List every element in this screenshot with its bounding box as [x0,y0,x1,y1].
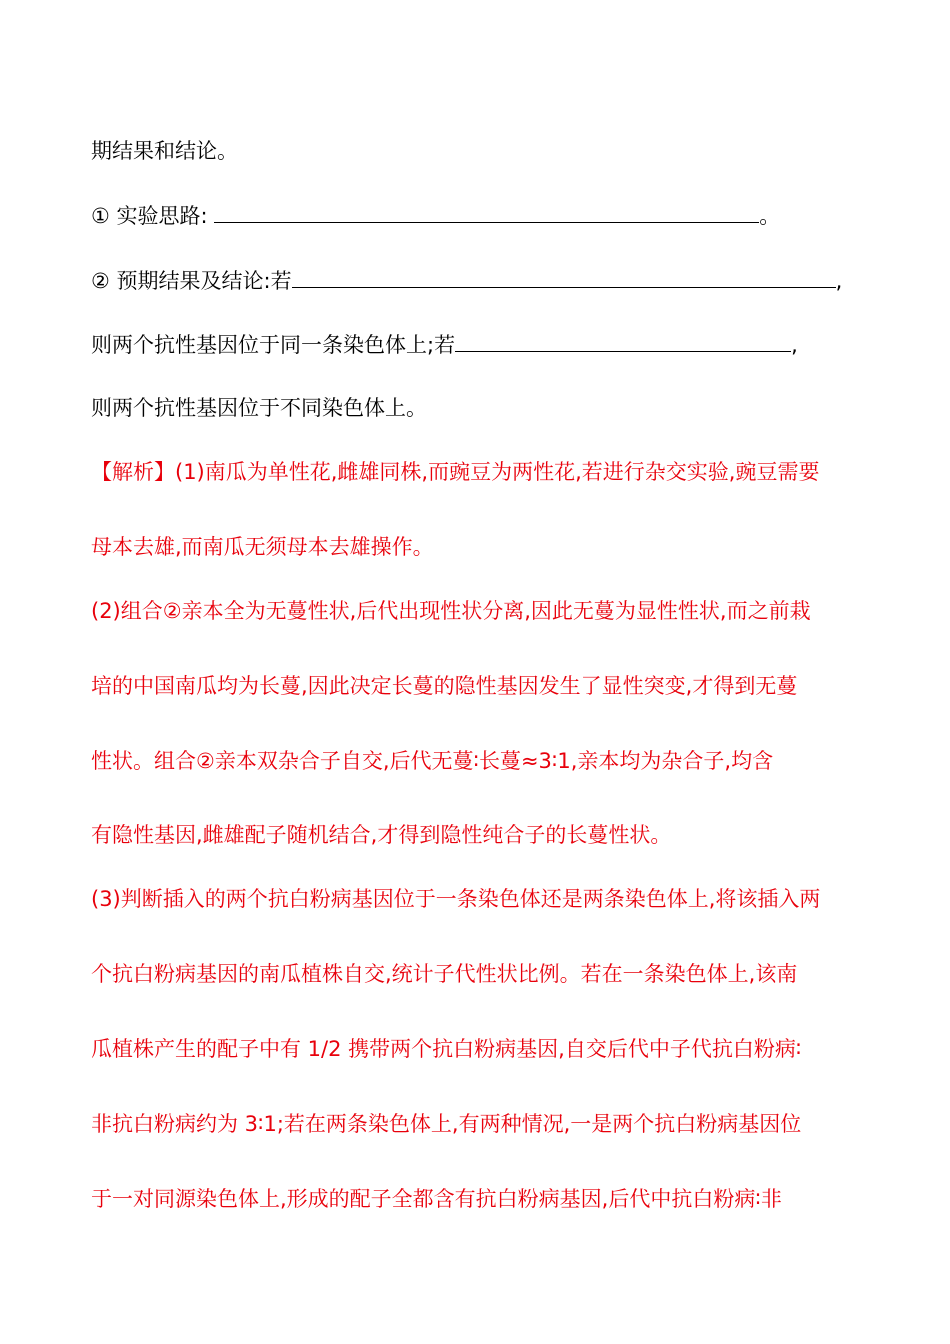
question-item-2 [91,265,842,296]
answer-blank-1[interactable] [214,200,759,223]
item-2-label: ② 预期结果及结论:若 [91,269,292,293]
item-2-end: , [835,269,843,293]
analysis-line: 【解析】(1)南瓜为单性花,雌雄同株,而豌豆为两性花,若进行杂交实验,豌豆需要 [91,460,820,484]
analysis-line: 个抗白粉病基因的南瓜植株自交,统计子代性状比例。若在一条染色体上,该南 [91,962,798,986]
analysis-line: (2)组合②亲本全为无蔓性状,后代出现性状分离,因此无蔓为显性性状,而之前栽 [91,599,811,623]
line-4-text: 则两个抗性基因位于同一条染色体上;若 [91,333,456,357]
analysis-line: 瓜植株产生的配子中有 1/2 携带两个抗白粉病基因,自交后代中子代抗白粉病∶ [91,1037,802,1061]
analysis-line: (3)判断插入的两个抗白粉病基因位于一条染色体还是两条染色体上,将该插入两 [91,887,821,911]
item-1-end: 。 [759,204,781,228]
analysis-line: 有隐性基因,雌雄配子随机结合,才得到隐性纯合子的长蔓性状。 [91,823,672,847]
item-1-label: ① 实验思路: [91,204,208,228]
analysis-line: 于一对同源染色体上,形成的配子全都含有抗白粉病基因,后代中抗白粉病∶非 [91,1187,782,1211]
answer-blank-3[interactable] [455,329,791,352]
analysis-line: 母本去雄,而南瓜无须母本去雄操作。 [91,535,434,559]
analysis-line: 性状。组合②亲本双杂合子自交,后代无蔓∶长蔓≈3∶1,亲本均为杂合子,均含 [91,749,774,773]
question-line-5: 则两个抗性基因位于不同染色体上。 [91,396,427,420]
line-4-end: , [791,333,798,357]
analysis-line: 培的中国南瓜均为长蔓,因此决定长蔓的隐性基因发生了显性突变,才得到无蔓 [91,674,798,698]
analysis-line: 非抗白粉病约为 3∶1;若在两条染色体上,有两种情况,一是两个抗白粉病基因位 [91,1112,802,1136]
question-line-1: 期结果和结论。 [91,139,238,163]
question-line-4 [91,329,798,360]
question-item-1 [91,200,780,231]
answer-blank-2[interactable] [292,265,836,288]
